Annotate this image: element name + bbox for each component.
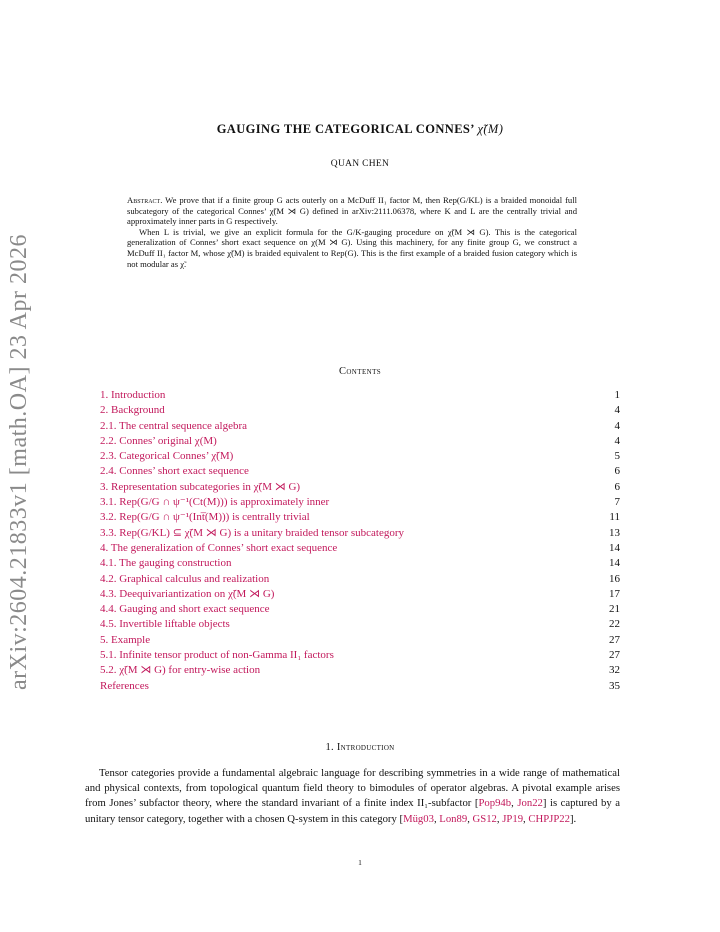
toc-entry-link[interactable]: 2.1. The central sequence algebra [100, 419, 248, 432]
toc-page-number: 32 [609, 664, 620, 677]
citation-separator: , [511, 797, 518, 810]
toc-entry-link[interactable]: 3.1. Rep(G/G ∩ ψ⁻¹(Ct(M))) is approximately inner [100, 496, 330, 509]
toc-row[interactable] [100, 633, 620, 648]
abstract-label: Abstract. [127, 195, 163, 205]
citation-separator: , [433, 812, 440, 825]
toc-page-number: 6 [614, 465, 620, 478]
toc-row[interactable] [100, 510, 620, 525]
toc-row[interactable] [100, 556, 620, 571]
author-name: QUAN CHEN [330, 159, 390, 169]
toc-entry-link[interactable]: 3. Representation subcategories in χ̃(M ⋊ G) [100, 480, 301, 493]
toc-entry-link[interactable]: 4.3. Deequivariantization on χ̃(M ⋊ G) [100, 587, 275, 600]
toc-page-number: 27 [609, 649, 620, 662]
toc-page-number: 16 [609, 572, 620, 585]
intro-text: Tensor categories provide a fundamental algebraic language for describing symmetries in a wide range of mathematical and physical contexts, from topological quantum field theory to bimodules of operator algebras. A pivotal example arises from Jones’ subfactor theory, where the standard invariant of a finite index II₁-subfactor [ [85, 767, 620, 810]
toc-entry-link[interactable]: 3.3. Rep(G/KL) ⊆ χ̃(M ⋊ G) is a unitary braided tensor subcategory [100, 526, 404, 539]
paper-title-text: GAUGING THE CATEGORICAL CONNES’ [216, 122, 474, 136]
citation-link[interactable]: CHPJP22 [528, 812, 570, 825]
toc-page-number: 1 [614, 389, 620, 401]
abstract-paragraph-2: When L is trivial, we give an explicit formula for the G/K-gauging procedure on χ̃(M ⋊ G). This is the categorical generalization of Connes’ short exact sequence on χ(M ⋊ G). Using this machinery, for any finite group G, we construct a McDuff II₁ factor M, whose χ̃(M) is braided equivalent to Rep(G). This is the first example of a braided fusion category which is not modular as χ̃. [127, 226, 577, 269]
paper-title [100, 122, 620, 137]
paper-title-math: χ̃(M) [477, 122, 504, 136]
toc-page-number: 27 [609, 633, 620, 646]
toc-page-number: 4 [614, 419, 620, 432]
abstract-paragraph-1 [127, 195, 577, 227]
toc-entry-link[interactable]: 2.2. Connes’ original χ(M) [100, 434, 217, 447]
toc-page-number: 11 [609, 511, 620, 524]
citation-separator: , [467, 812, 473, 825]
section-number: 1. [325, 742, 334, 753]
toc-entry-link[interactable]: 1. Introduction [100, 389, 166, 401]
abstract [127, 195, 577, 269]
toc-page-number: 22 [609, 618, 620, 631]
toc-page-number: 7 [614, 496, 620, 509]
toc-entry-link[interactable]: 5.1. Infinite tensor product of non-Gamma II₁ factors [100, 649, 334, 662]
toc-row[interactable] [100, 602, 620, 617]
toc-entry-link[interactable]: 4.2. Graphical calculus and realization [100, 572, 270, 585]
intro-text: ]. [569, 812, 577, 825]
citation-link[interactable]: GS12 [472, 812, 497, 825]
toc-entry-link[interactable]: 5.2. χ̃(M ⋊ G) for entry-wise action [100, 664, 261, 677]
citation-separator: , [523, 812, 529, 825]
toc-row[interactable] [100, 541, 620, 556]
toc-entry-link[interactable]: 4.4. Gauging and short exact sequence [100, 603, 270, 616]
toc-row[interactable] [100, 449, 620, 464]
toc-row[interactable] [100, 434, 620, 449]
toc-page-number: 4 [614, 404, 620, 417]
toc-page-number: 14 [609, 557, 620, 570]
section-title: Introduction [336, 742, 395, 753]
toc-entry-link[interactable]: 4. The generalization of Connes’ short exact sequence [100, 541, 338, 554]
toc-page-number: 13 [609, 526, 620, 539]
toc-row[interactable] [100, 480, 620, 495]
citation-separator: , [496, 812, 503, 825]
toc-entry-link[interactable]: 2.4. Connes’ short exact sequence [100, 465, 249, 478]
citation-link[interactable]: JP19 [502, 812, 524, 825]
toc-row[interactable] [100, 388, 620, 403]
toc-row[interactable] [100, 617, 620, 632]
toc-row[interactable] [100, 587, 620, 602]
toc-row[interactable] [100, 419, 620, 434]
toc-entry-link[interactable]: 2.3. Categorical Connes’ χ̃(M) [100, 450, 234, 463]
arxiv-identifier[interactable]: arXiv:2604.21833v1 [math.OA] 23 Apr 2026 [6, 234, 32, 690]
toc-row[interactable] [100, 663, 620, 678]
abstract-text-1: We prove that if a finite group G acts outerly on a McDuff II₁ factor M, then Rep(G/KL) is a braided monoidal full subcategory of the categorical Connes’ χ̃(M ⋊ G) defined in arXiv:2111.06378, where K and L are the centrally trivial and approximately inner parts in G respectively. [127, 195, 577, 227]
toc-row[interactable] [100, 403, 620, 418]
toc-row[interactable] [100, 572, 620, 587]
toc-page-number: 17 [609, 587, 620, 600]
toc-entry-link[interactable]: 4.5. Invertible liftable objects [100, 618, 230, 631]
section-heading-introduction [100, 742, 620, 753]
toc-entry-link[interactable]: 3.2. Rep(G/G ∩ ψ⁻¹(Int̅(M))) is centrally trivial [100, 511, 310, 524]
toc-page-number: 5 [614, 450, 620, 463]
citation-link[interactable]: Müg03 [403, 812, 434, 825]
toc-entry-link[interactable]: 4.1. The gauging construction [100, 557, 232, 570]
toc-page-number: 35 [609, 679, 620, 692]
citation-link[interactable]: Jon22 [517, 797, 543, 810]
toc-entry-link[interactable]: References [100, 679, 149, 692]
toc-page-number: 14 [609, 541, 620, 554]
toc-row[interactable] [100, 464, 620, 479]
citation-link[interactable]: Lon89 [439, 812, 468, 825]
toc-entry-link[interactable]: 5. Example [100, 633, 151, 646]
introduction-paragraph [85, 766, 620, 827]
contents-heading: Contents [338, 366, 382, 377]
toc-row[interactable] [100, 648, 620, 663]
page-number: 1 [358, 858, 362, 867]
intro-text: ] is captured by a unitary tensor category, together with a chosen Q-system in this category [ [85, 797, 620, 825]
table-of-contents [100, 388, 620, 694]
citation-link[interactable]: Pop94b [478, 797, 512, 810]
toc-entry-link[interactable]: 2. Background [100, 404, 165, 417]
toc-page-number: 21 [609, 603, 620, 616]
toc-page-number: 6 [614, 480, 620, 493]
toc-row[interactable] [100, 526, 620, 541]
toc-page-number: 4 [614, 434, 620, 447]
toc-row[interactable] [100, 679, 620, 694]
toc-row[interactable] [100, 495, 620, 510]
